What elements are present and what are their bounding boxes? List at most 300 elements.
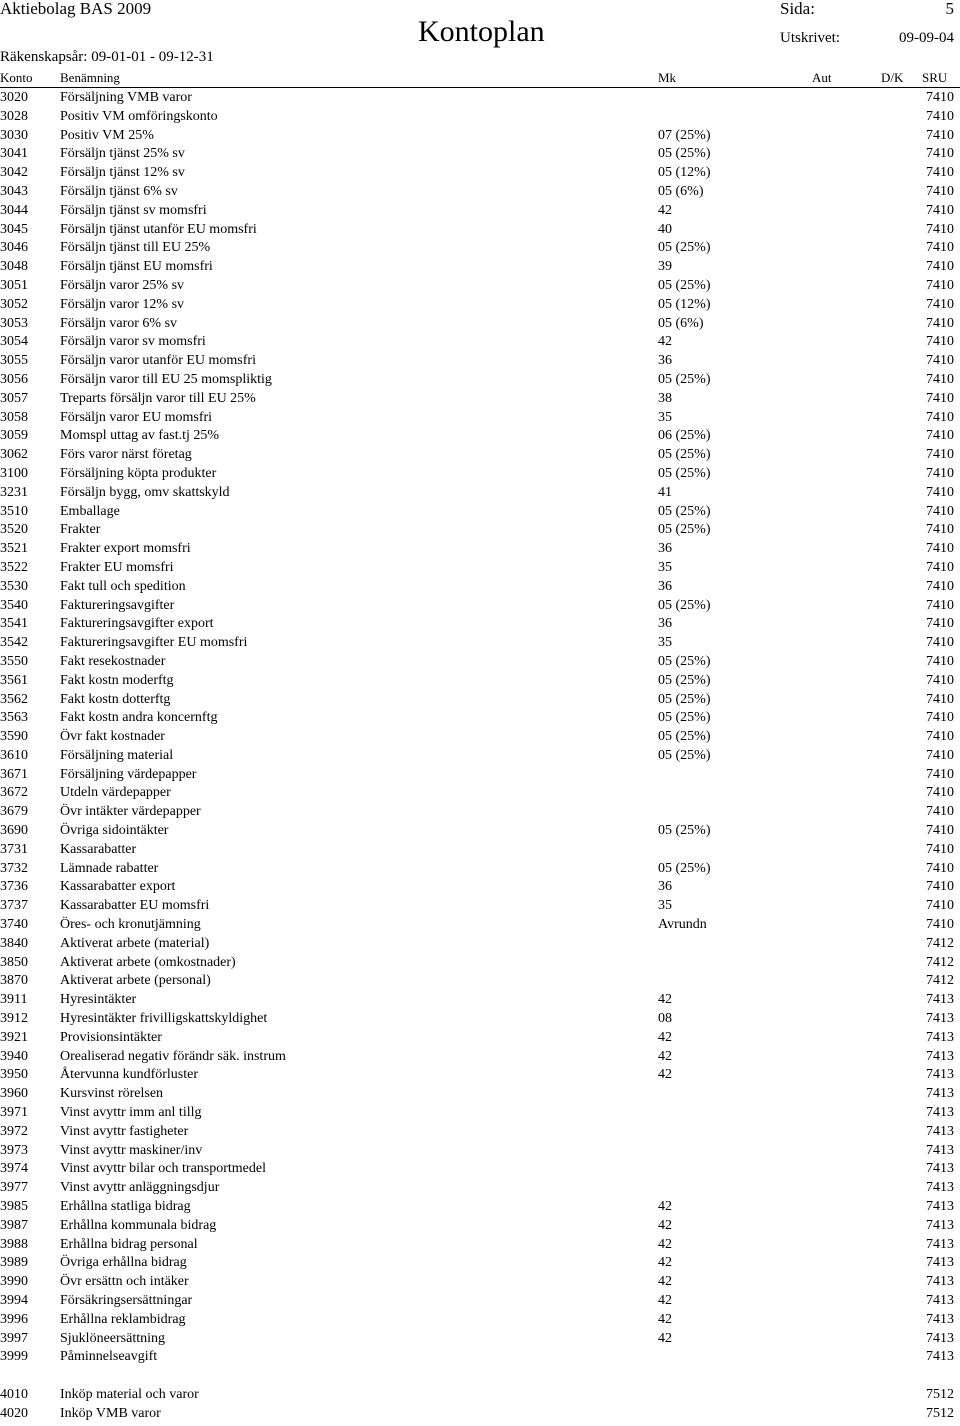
vat-code: 05 (25%) xyxy=(658,691,711,707)
account-name: Erhållna reklambidrag xyxy=(60,1311,186,1327)
table-row xyxy=(0,145,960,164)
account-number: 3912 xyxy=(0,1011,28,1027)
table-row xyxy=(0,296,960,315)
sru-code: 7413 xyxy=(926,1086,954,1102)
account-number: 3059 xyxy=(0,428,28,444)
account-name: Hyresintäkter xyxy=(60,992,137,1008)
page-number: 5 xyxy=(945,0,954,18)
printed-date: 09-09-04 xyxy=(899,30,954,46)
column-header-sru: SRU xyxy=(922,70,948,85)
account-number: 3044 xyxy=(0,202,28,218)
table-row xyxy=(0,371,960,390)
table-row xyxy=(0,409,960,428)
table-row xyxy=(0,427,960,446)
sru-code: 7410 xyxy=(926,653,954,669)
account-number: 3048 xyxy=(0,259,28,275)
table-row xyxy=(0,897,960,916)
account-name: Lämnade rabatter xyxy=(60,860,159,876)
account-name: Faktureringsavgifter export xyxy=(60,616,214,632)
account-number: 3985 xyxy=(0,1199,28,1215)
sru-code: 7413 xyxy=(926,1311,954,1327)
sru-code: 7413 xyxy=(926,1067,954,1083)
table-row xyxy=(0,1160,960,1179)
table-row xyxy=(0,1273,960,1292)
account-name: Positiv VM 25% xyxy=(60,127,154,143)
account-number: 3561 xyxy=(0,672,28,688)
table-row xyxy=(0,390,960,409)
table-row xyxy=(0,127,960,146)
vat-code: 42 xyxy=(658,1255,672,1271)
table-row xyxy=(0,559,960,578)
sru-code: 7512 xyxy=(926,1405,954,1421)
sru-code: 7410 xyxy=(926,917,954,933)
table-row xyxy=(0,578,960,597)
account-name: Försäljn bygg, omv skattskyld xyxy=(60,484,230,500)
vat-code: 42 xyxy=(658,1311,672,1327)
vat-code: 36 xyxy=(658,578,672,594)
table-row xyxy=(0,521,960,540)
table-row xyxy=(0,991,960,1010)
account-name: Momspl uttag av fast.tj 25% xyxy=(60,428,220,444)
sru-code: 7413 xyxy=(926,1048,954,1064)
account-name: Vinst avyttr fastigheter xyxy=(60,1123,189,1139)
account-number: 3020 xyxy=(0,90,28,105)
account-name: Återvunna kundförluster xyxy=(60,1067,199,1083)
table-row xyxy=(0,784,960,803)
account-number: 3732 xyxy=(0,860,28,876)
account-name: Övr ersättn och intäker xyxy=(60,1274,189,1290)
table-row xyxy=(0,484,960,503)
table-row xyxy=(0,1198,960,1217)
vat-code: 42 xyxy=(658,334,672,350)
table-row xyxy=(0,446,960,465)
vat-code: 05 (25%) xyxy=(658,860,711,876)
sru-code: 7410 xyxy=(926,616,954,632)
vat-code: Avrundn xyxy=(658,917,707,933)
account-name: Fakt kostn moderftg xyxy=(60,672,174,688)
account-number: 3974 xyxy=(0,1161,28,1177)
vat-code: 35 xyxy=(658,635,672,651)
sru-code: 7413 xyxy=(926,1330,954,1346)
account-number: 3990 xyxy=(0,1274,28,1290)
table-row xyxy=(0,766,960,785)
account-number: 3999 xyxy=(0,1349,28,1365)
account-number: 3740 xyxy=(0,917,28,933)
sru-code: 7410 xyxy=(926,841,954,857)
vat-code: 05 (25%) xyxy=(658,277,711,293)
sru-code: 7410 xyxy=(926,747,954,763)
account-number: 3671 xyxy=(0,766,28,782)
table-row xyxy=(0,691,960,710)
table-row xyxy=(0,653,960,672)
sru-code: 7413 xyxy=(926,1255,954,1271)
vat-code: 42 xyxy=(658,1330,672,1346)
account-name: Kursvinst rörelsen xyxy=(60,1086,164,1102)
sru-code: 7410 xyxy=(926,127,954,143)
sru-code: 7410 xyxy=(926,465,954,481)
column-header-mk: Mk xyxy=(658,70,677,85)
table-row xyxy=(0,672,960,691)
account-number: 3045 xyxy=(0,221,28,237)
account-name: Försäljning material xyxy=(60,747,174,763)
account-number: 3590 xyxy=(0,729,28,745)
table-row xyxy=(0,1348,960,1367)
sru-code: 7412 xyxy=(926,935,954,951)
vat-code: 42 xyxy=(658,1236,672,1252)
sru-code: 7410 xyxy=(926,597,954,613)
account-name: Fakt tull och spedition xyxy=(60,578,186,594)
vat-code: 05 (25%) xyxy=(658,465,711,481)
sru-code: 7413 xyxy=(926,1274,954,1290)
sru-code: 7410 xyxy=(926,823,954,839)
account-number: 3052 xyxy=(0,296,28,312)
sru-code: 7410 xyxy=(926,334,954,350)
account-name: Inköp material och varor xyxy=(60,1386,199,1402)
account-name: Påminnelseavgift xyxy=(60,1349,158,1365)
vat-code: 36 xyxy=(658,353,672,369)
account-number: 3737 xyxy=(0,898,28,914)
account-number: 3542 xyxy=(0,635,28,651)
sru-code: 7412 xyxy=(926,954,954,970)
account-name: Förs varor närst företag xyxy=(60,447,192,463)
sru-code: 7410 xyxy=(926,785,954,801)
account-number: 3058 xyxy=(0,409,28,425)
table-row xyxy=(0,1048,960,1067)
account-number: 3028 xyxy=(0,108,28,124)
table-row xyxy=(0,615,960,634)
table-row xyxy=(0,841,960,860)
sru-code: 7410 xyxy=(926,409,954,425)
sru-code: 7412 xyxy=(926,973,954,989)
table-row xyxy=(0,822,960,841)
account-number: 3996 xyxy=(0,1311,28,1327)
sru-code: 7410 xyxy=(926,183,954,199)
sru-code: 7410 xyxy=(926,146,954,162)
table-row xyxy=(0,1066,960,1085)
printed-label: Utskrivet: xyxy=(780,30,840,46)
sru-code: 7410 xyxy=(926,221,954,237)
account-name: Treparts försäljn varor till EU 25% xyxy=(60,390,256,406)
sru-code: 7410 xyxy=(926,108,954,124)
account-name: Vinst avyttr maskiner/inv xyxy=(60,1142,203,1158)
account-number: 3731 xyxy=(0,841,28,857)
table-row xyxy=(0,709,960,728)
account-name: Övr intäkter värdepapper xyxy=(60,804,201,820)
account-number: 3977 xyxy=(0,1180,28,1196)
account-name: Frakter xyxy=(60,522,101,538)
table-row xyxy=(0,221,960,240)
sru-code: 7413 xyxy=(926,1236,954,1252)
account-name: Aktiverat arbete (material) xyxy=(60,935,210,951)
vat-code: 05 (12%) xyxy=(658,165,711,181)
account-number: 3921 xyxy=(0,1029,28,1045)
sru-code: 7410 xyxy=(926,541,954,557)
sru-code: 7413 xyxy=(926,1180,954,1196)
account-name: Sjuklöneersättning xyxy=(60,1330,165,1346)
sru-code: 7413 xyxy=(926,1029,954,1045)
account-name: Erhållna kommunala bidrag xyxy=(60,1217,217,1233)
sru-code: 7410 xyxy=(926,804,954,820)
table-row xyxy=(0,1330,960,1349)
sru-code: 7410 xyxy=(926,390,954,406)
account-number: 3850 xyxy=(0,954,28,970)
account-number: 3541 xyxy=(0,616,28,632)
account-number: 3520 xyxy=(0,522,28,538)
account-number: 3041 xyxy=(0,146,28,162)
sru-code: 7410 xyxy=(926,503,954,519)
table-row xyxy=(0,1254,960,1273)
account-name: Hyresintäkter frivilligskattskyldighet xyxy=(60,1011,268,1027)
account-name: Provisionsintäkter xyxy=(60,1029,162,1045)
table-row xyxy=(0,728,960,747)
account-name: Försäljning köpta produkter xyxy=(60,465,217,481)
account-number: 3672 xyxy=(0,785,28,801)
sru-code: 7410 xyxy=(926,635,954,651)
vat-code: 08 xyxy=(658,1011,672,1027)
sru-code: 7410 xyxy=(926,353,954,369)
table-row xyxy=(0,972,960,991)
table-row xyxy=(0,315,960,334)
table-row xyxy=(0,916,960,935)
page-label: Sida: xyxy=(780,0,815,18)
column-header-aut: Aut xyxy=(812,70,832,85)
sru-code: 7413 xyxy=(926,992,954,1008)
account-name: Försäljn varor utanför EU momsfri xyxy=(60,353,256,369)
account-name: Försäljn tjänst sv momsfri xyxy=(60,202,207,218)
account-name: Försäljn varor till EU 25 momspliktig xyxy=(60,371,272,387)
vat-code: 05 (25%) xyxy=(658,823,711,839)
vat-code: 39 xyxy=(658,259,672,275)
table-row xyxy=(0,1386,960,1405)
vat-code: 05 (25%) xyxy=(658,747,711,763)
vat-code: 35 xyxy=(658,409,672,425)
sru-code: 7413 xyxy=(926,1217,954,1233)
account-number: 3950 xyxy=(0,1067,28,1083)
vat-code: 36 xyxy=(658,541,672,557)
table-row xyxy=(0,1085,960,1104)
account-name: Övriga sidointäkter xyxy=(60,823,169,839)
account-number: 3971 xyxy=(0,1105,28,1121)
table-row xyxy=(0,1104,960,1123)
vat-code: 42 xyxy=(658,1048,672,1064)
fiscal-year: Räkenskapsår: 09-01-01 - 09-12-31 xyxy=(0,49,214,65)
account-number: 3562 xyxy=(0,691,28,707)
sru-code: 7410 xyxy=(926,578,954,594)
account-name: Aktiverat arbete (personal) xyxy=(60,973,211,989)
page-title: Kontoplan xyxy=(418,15,545,48)
vat-code: 42 xyxy=(658,1217,672,1233)
vat-code: 05 (25%) xyxy=(658,597,711,613)
column-header-benamning: Benämning xyxy=(60,70,120,85)
account-number: 3540 xyxy=(0,597,28,613)
table-row xyxy=(0,1010,960,1029)
vat-code: 05 (25%) xyxy=(658,503,711,519)
account-number: 4020 xyxy=(0,1405,28,1421)
account-name: Positiv VM omföringskonto xyxy=(60,108,218,124)
account-name: Faktureringsavgifter xyxy=(60,597,175,613)
vat-code: 05 (25%) xyxy=(658,710,711,726)
table-row xyxy=(0,277,960,296)
sru-code: 7410 xyxy=(926,202,954,218)
sru-code: 7410 xyxy=(926,240,954,256)
account-name: Emballage xyxy=(60,503,120,519)
company-name: Aktiebolag BAS 2009 xyxy=(0,0,152,18)
table-row xyxy=(0,239,960,258)
vat-code: 35 xyxy=(658,559,672,575)
sru-code: 7410 xyxy=(926,447,954,463)
sru-code: 7410 xyxy=(926,559,954,575)
account-name: Kassarabatter EU momsfri xyxy=(60,898,210,914)
account-name: Försäljn varor sv momsfri xyxy=(60,334,206,350)
account-number: 3610 xyxy=(0,747,28,763)
table-row xyxy=(0,503,960,522)
vat-code: 38 xyxy=(658,390,672,406)
sru-code: 7413 xyxy=(926,1293,954,1308)
account-number: 3530 xyxy=(0,578,28,594)
account-number: 3870 xyxy=(0,973,28,989)
table-row xyxy=(0,935,960,954)
account-name: Vinst avyttr imm anl tillg xyxy=(60,1105,202,1121)
vat-code: 05 (6%) xyxy=(658,183,704,199)
vat-code: 42 xyxy=(658,1293,672,1308)
account-number: 3989 xyxy=(0,1255,28,1271)
account-number: 3053 xyxy=(0,315,28,331)
account-number: 3994 xyxy=(0,1293,28,1308)
table-row xyxy=(0,1179,960,1198)
table-row xyxy=(0,1142,960,1161)
account-name: Försäljning värdepapper xyxy=(60,766,197,782)
vat-code: 07 (25%) xyxy=(658,127,711,143)
table-row xyxy=(0,183,960,202)
table-row xyxy=(0,954,960,973)
table-row xyxy=(0,540,960,559)
account-name: Aktiverat arbete (omkostnader) xyxy=(60,954,236,970)
sru-code: 7410 xyxy=(926,691,954,707)
account-name: Fakt resekostnader xyxy=(60,653,166,669)
account-name: Försäkringsersättningar xyxy=(60,1293,193,1308)
table-row xyxy=(0,202,960,221)
table-row xyxy=(0,1217,960,1236)
account-number: 3046 xyxy=(0,240,28,256)
account-name: Inköp VMB varor xyxy=(60,1405,161,1421)
sru-code: 7410 xyxy=(926,672,954,688)
table-row xyxy=(0,803,960,822)
account-name: Försäljning VMB varor xyxy=(60,90,192,105)
account-name: Försäljn varor 25% sv xyxy=(60,277,185,293)
account-number: 3840 xyxy=(0,935,28,951)
vat-code: 05 (12%) xyxy=(658,296,711,312)
account-name: Kassarabatter xyxy=(60,841,137,857)
vat-code: 42 xyxy=(658,1029,672,1045)
sru-code: 7410 xyxy=(926,484,954,500)
account-number: 3988 xyxy=(0,1236,28,1252)
account-list xyxy=(0,89,960,1424)
vat-code: 42 xyxy=(658,1199,672,1215)
table-row xyxy=(0,1029,960,1048)
vat-code: 42 xyxy=(658,1274,672,1290)
account-number: 3690 xyxy=(0,823,28,839)
table-row xyxy=(0,634,960,653)
table-row xyxy=(0,465,960,484)
sru-code: 7413 xyxy=(926,1199,954,1215)
account-number: 3550 xyxy=(0,653,28,669)
sru-code: 7410 xyxy=(926,315,954,331)
column-header-konto: Konto xyxy=(0,70,33,85)
account-number: 3062 xyxy=(0,447,28,463)
sru-code: 7413 xyxy=(926,1123,954,1139)
vat-code: 06 (25%) xyxy=(658,428,711,444)
vat-code: 05 (25%) xyxy=(658,653,711,669)
vat-code: 05 (25%) xyxy=(658,447,711,463)
table-row xyxy=(0,164,960,183)
vat-code: 05 (25%) xyxy=(658,240,711,256)
account-number: 3973 xyxy=(0,1142,28,1158)
sru-code: 7410 xyxy=(926,860,954,876)
account-number: 3563 xyxy=(0,710,28,726)
sru-code: 7410 xyxy=(926,277,954,293)
account-name: Vinst avyttr bilar och transportmedel xyxy=(60,1161,266,1177)
vat-code: 42 xyxy=(658,1067,672,1083)
table-row xyxy=(0,1123,960,1142)
sru-code: 7410 xyxy=(926,766,954,782)
account-number: 3056 xyxy=(0,371,28,387)
account-name: Faktureringsavgifter EU momsfri xyxy=(60,635,248,651)
account-name: Försäljn varor 6% sv xyxy=(60,315,178,331)
table-row xyxy=(0,108,960,127)
vat-code: 05 (25%) xyxy=(658,729,711,745)
table-row xyxy=(0,1405,960,1424)
table-row xyxy=(0,878,960,897)
table-row xyxy=(0,352,960,371)
account-name: Öres- och kronutjämning xyxy=(60,917,201,933)
account-name: Frakter EU momsfri xyxy=(60,559,174,575)
account-name: Försäljn tjänst utanför EU momsfri xyxy=(60,221,257,237)
table-row xyxy=(0,597,960,616)
vat-code: 05 (25%) xyxy=(658,371,711,387)
account-number: 3054 xyxy=(0,334,28,350)
account-number: 3736 xyxy=(0,879,28,895)
table-row xyxy=(0,1311,960,1330)
account-number: 3997 xyxy=(0,1330,28,1346)
account-number: 3522 xyxy=(0,559,28,575)
vat-code: 42 xyxy=(658,202,672,218)
account-name: Försäljn varor 12% sv xyxy=(60,296,185,312)
account-number: 3679 xyxy=(0,804,28,820)
vat-code: 05 (25%) xyxy=(658,672,711,688)
account-number: 3043 xyxy=(0,183,28,199)
account-number: 3960 xyxy=(0,1086,28,1102)
account-name: Övr fakt kostnader xyxy=(60,729,165,745)
sru-code: 7413 xyxy=(926,1105,954,1121)
header-divider xyxy=(0,87,960,88)
table-row xyxy=(0,1292,960,1311)
account-number: 3042 xyxy=(0,165,28,181)
table-row xyxy=(0,1236,960,1255)
sru-code: 7410 xyxy=(926,879,954,895)
vat-code: 05 (25%) xyxy=(658,146,711,162)
account-name: Vinst avyttr anläggningsdjur xyxy=(60,1180,220,1196)
account-name: Orealiserad negativ förändr säk. instrum xyxy=(60,1048,286,1064)
account-number: 3940 xyxy=(0,1048,28,1064)
vat-code: 40 xyxy=(658,221,672,237)
sru-code: 7410 xyxy=(926,729,954,745)
account-number: 3510 xyxy=(0,503,28,519)
account-name: Fakt kostn andra koncernftg xyxy=(60,710,218,726)
table-row xyxy=(0,333,960,352)
sru-code: 7413 xyxy=(926,1011,954,1027)
vat-code: 05 (25%) xyxy=(658,522,711,538)
account-name: Försäljn varor EU momsfri xyxy=(60,409,213,425)
